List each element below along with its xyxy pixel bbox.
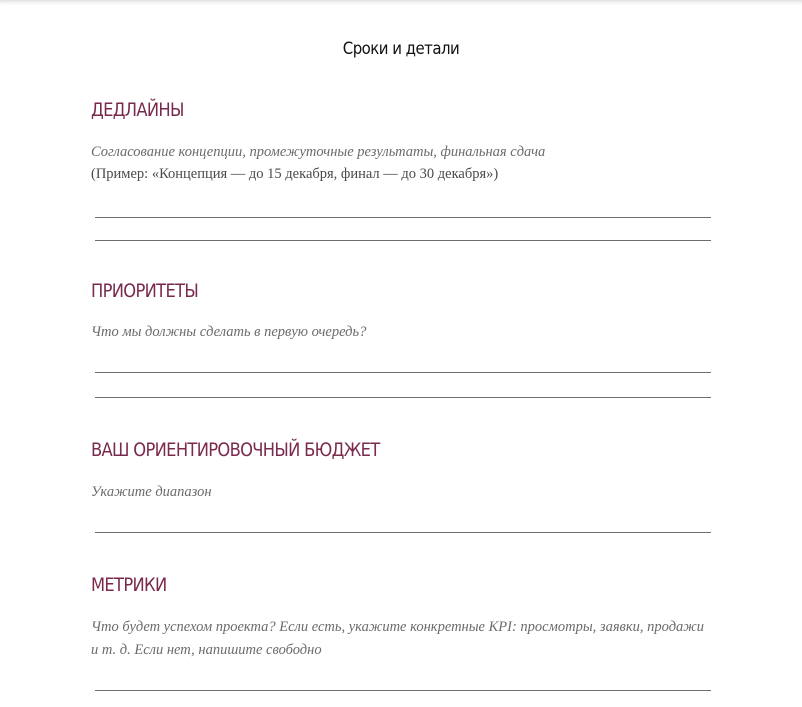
deadlines-answer-line-1[interactable] — [95, 217, 711, 218]
section-heading-deadlines: ДЕДЛАЙНЫ — [91, 99, 184, 121]
section-heading-metrics: МЕТРИКИ — [91, 574, 167, 596]
section-heading-budget: ВАШ ОРИЕНТИРОВОЧНЫЙ БЮДЖЕТ — [91, 439, 380, 461]
deadlines-example: (Пример: «Концепция — до 15 декабря, финал — до 30 декабря») — [91, 166, 499, 182]
metrics-answer-line[interactable] — [95, 690, 711, 691]
budget-hint: Укажите диапазон — [91, 484, 212, 500]
priorities-answer-line-2[interactable] — [95, 397, 711, 398]
deadlines-answer-line-2[interactable] — [95, 240, 711, 241]
page-title: Сроки и детали — [342, 39, 460, 59]
priorities-answer-line-1[interactable] — [95, 372, 711, 373]
metrics-hint-line-2: и т. д. Если нет, напишите свободно — [91, 642, 322, 658]
deadlines-hint: Согласование концепции, промежуточные результаты, финальная сдача — [91, 144, 546, 160]
budget-answer-line[interactable] — [95, 532, 711, 533]
metrics-hint-line-1: Что будет успехом проекта? Если есть, укажите конкретные KPI: просмотры, заявки, продажи — [91, 619, 705, 635]
priorities-hint: Что мы должны сделать в первую очередь? — [91, 324, 367, 340]
section-heading-priorities: ПРИОРИТЕТЫ — [91, 280, 199, 302]
